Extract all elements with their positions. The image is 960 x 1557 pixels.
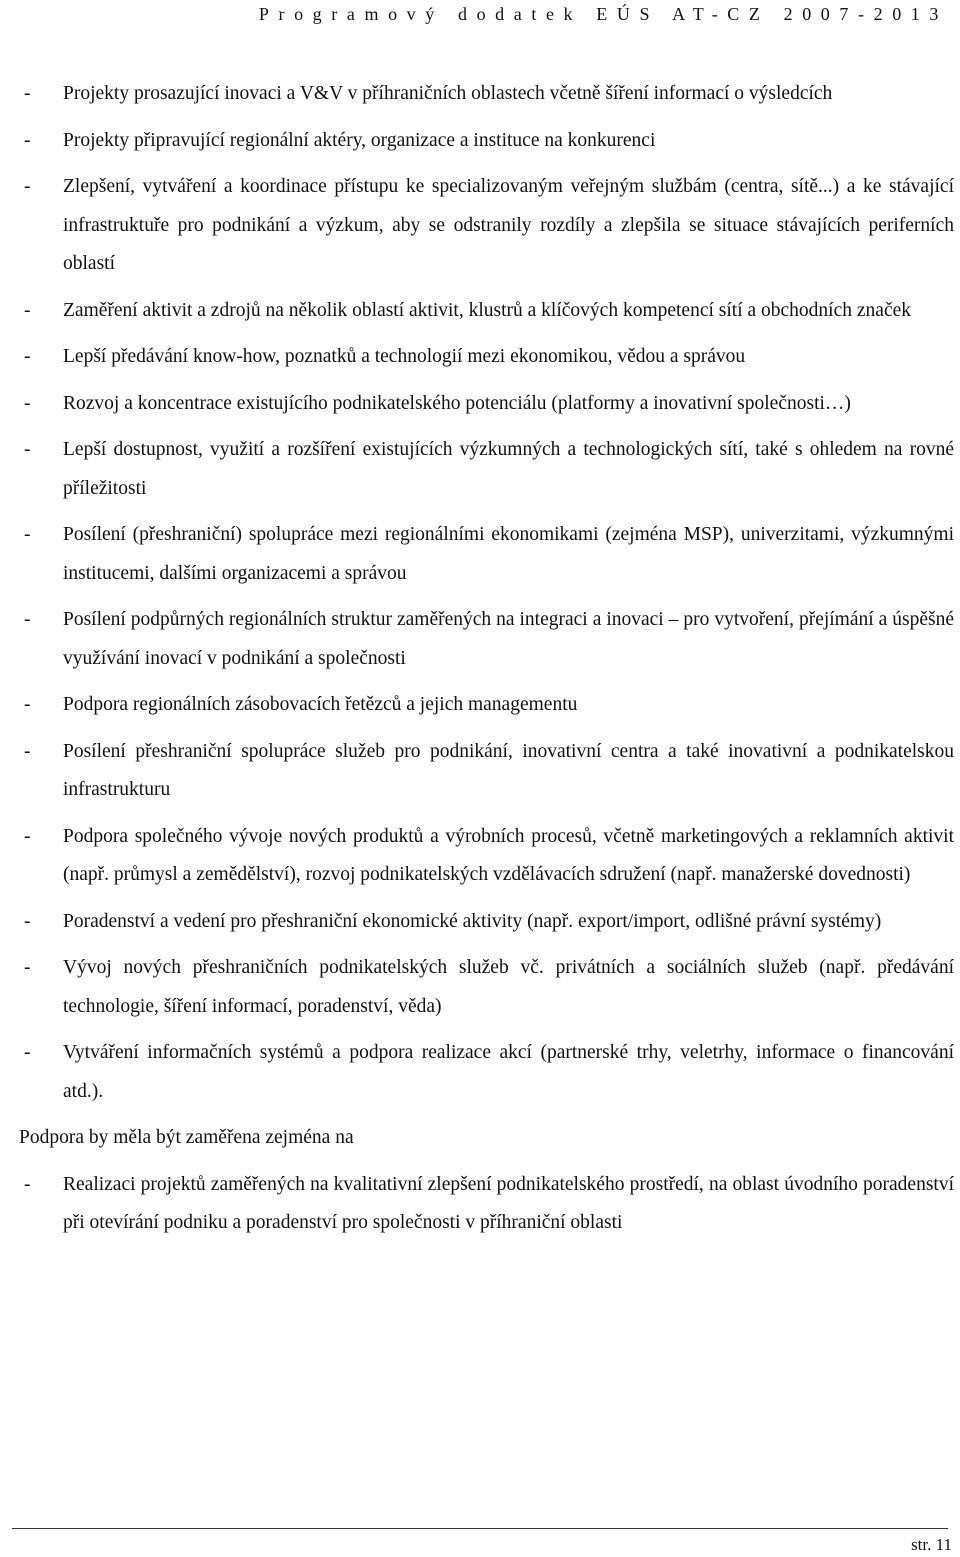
list-item: [0, 292, 960, 331]
bullet-dash: -: [24, 910, 31, 932]
bullet-dash: -: [24, 83, 31, 104]
list-item: [0, 75, 960, 114]
list-item-text: Realizaci projektů zaměřených na kvalitativní zlepšení podnikatelského prostředí, na oblast úvodního poradenství při otevírání podniku a poradenství pro společnosti v příhraniční oblasti: [63, 1173, 954, 1233]
document-header: Programový dodatek EÚS AT-CZ 2007-2013: [258, 4, 948, 24]
list-item: [0, 1034, 960, 1111]
list-item-text: Podpora společného vývoje nových produktů a výrobních procesů, včetně marketingových a reklamních aktivit (např. průmysl a zemědělství), rozvoj podnikatelských vzdělávacích sdružení (např. manažerské dovednosti): [63, 825, 954, 885]
list-item: [0, 733, 960, 810]
list-item-text: Projekty prosazující inovaci a V&V v příhraničních oblastech včetně šíření informací o výsledcích: [63, 83, 833, 104]
list-item-text: Poradenství a vedení pro přeshraniční ekonomické aktivity (např. export/import, odlišné právní systémy): [63, 910, 882, 932]
bullet-dash: -: [24, 957, 31, 978]
activity-list-1: [0, 75, 960, 1111]
list-item: [0, 431, 960, 508]
list-item-text: Vytváření informačních systémů a podpora realizace akcí (partnerské trhy, veletrhy, informace o financování atd.).: [63, 1042, 954, 1102]
list-item-text: Zlepšení, vytváření a koordinace přístupu ke specializovaným veřejným službám (centra, sítě...) a ke stávající infrastruktuře pro podnikání a výzkum, aby se odstranily rozdíly a zlepšila se situace stávajících periferních oblastí: [63, 176, 954, 274]
list-item: [0, 1166, 960, 1243]
bullet-dash: -: [24, 740, 31, 762]
list-item-text: Vývoj nových přeshraničních podnikatelských služeb vč. privátních a sociálních služeb (např. předávání technologie, šíření informací, poradenství, věda): [63, 957, 954, 1017]
section-intro: Podpora by měla být zaměřena zejména na: [19, 1127, 354, 1148]
bullet-dash: -: [24, 825, 31, 847]
list-item-text: Rozvoj a koncentrace existujícího podnikatelského potenciálu (platformy a inovativní společnosti…): [63, 392, 851, 414]
list-item-text: Lepší dostupnost, využití a rozšíření existujících výzkumných a technologických sítí, také s ohledem na rovné příležitosti: [63, 439, 954, 499]
list-item: [0, 686, 960, 725]
bullet-dash: -: [24, 694, 31, 715]
list-item-text: Podpora regionálních zásobovacích řetězců a jejich managementu: [63, 694, 578, 715]
list-item: [0, 122, 960, 161]
bullet-dash: -: [24, 392, 31, 414]
bullet-dash: -: [24, 524, 31, 545]
list-item-text: Zaměření aktivit a zdrojů na několik oblastí aktivit, klustrů a klíčových kompetencí sítí a obchodních značek: [63, 299, 912, 321]
list-item-text: Lepší předávání know-how, poznatků a technologií mezi ekonomikou, vědou a správou: [63, 346, 746, 367]
list-item: [0, 949, 960, 1026]
bullet-dash: -: [24, 176, 31, 197]
footer-divider: [12, 1528, 948, 1529]
list-item: [0, 168, 960, 284]
document-body: [0, 75, 960, 1251]
list-item: [0, 818, 960, 895]
bullet-dash: -: [24, 1042, 31, 1063]
list-item: [0, 903, 960, 942]
activity-list-2: [0, 1166, 960, 1243]
list-item-text: Posílení podpůrných regionálních struktur zaměřených na integraci a inovaci – pro vytvoření, přejímání a úspěšné využívání inovací v podnikání a společnosti: [63, 609, 954, 669]
bullet-dash: -: [24, 609, 31, 630]
page-number: str. 11: [911, 1535, 952, 1554]
list-item: [0, 338, 960, 377]
list-item-text: Projekty připravující regionální aktéry, organizace a instituce na konkurenci: [63, 129, 656, 151]
bullet-dash: -: [24, 129, 31, 151]
bullet-dash: -: [24, 299, 31, 321]
bullet-dash: -: [24, 346, 31, 367]
list-item: [0, 516, 960, 593]
list-item-text: Posílení přeshraniční spolupráce služeb pro podnikání, inovativní centra a také inovativní a podnikatelskou infrastrukturu: [63, 740, 954, 800]
bullet-dash: -: [24, 1173, 31, 1195]
list-item: [0, 601, 960, 678]
list-item: [0, 385, 960, 424]
list-item-text: Posílení (přeshraniční) spolupráce mezi regionálními ekonomikami (zejména MSP), univerzitami, výzkumnými institucemi, dalšími organizacemi a správou: [63, 524, 954, 584]
bullet-dash: -: [24, 439, 31, 460]
